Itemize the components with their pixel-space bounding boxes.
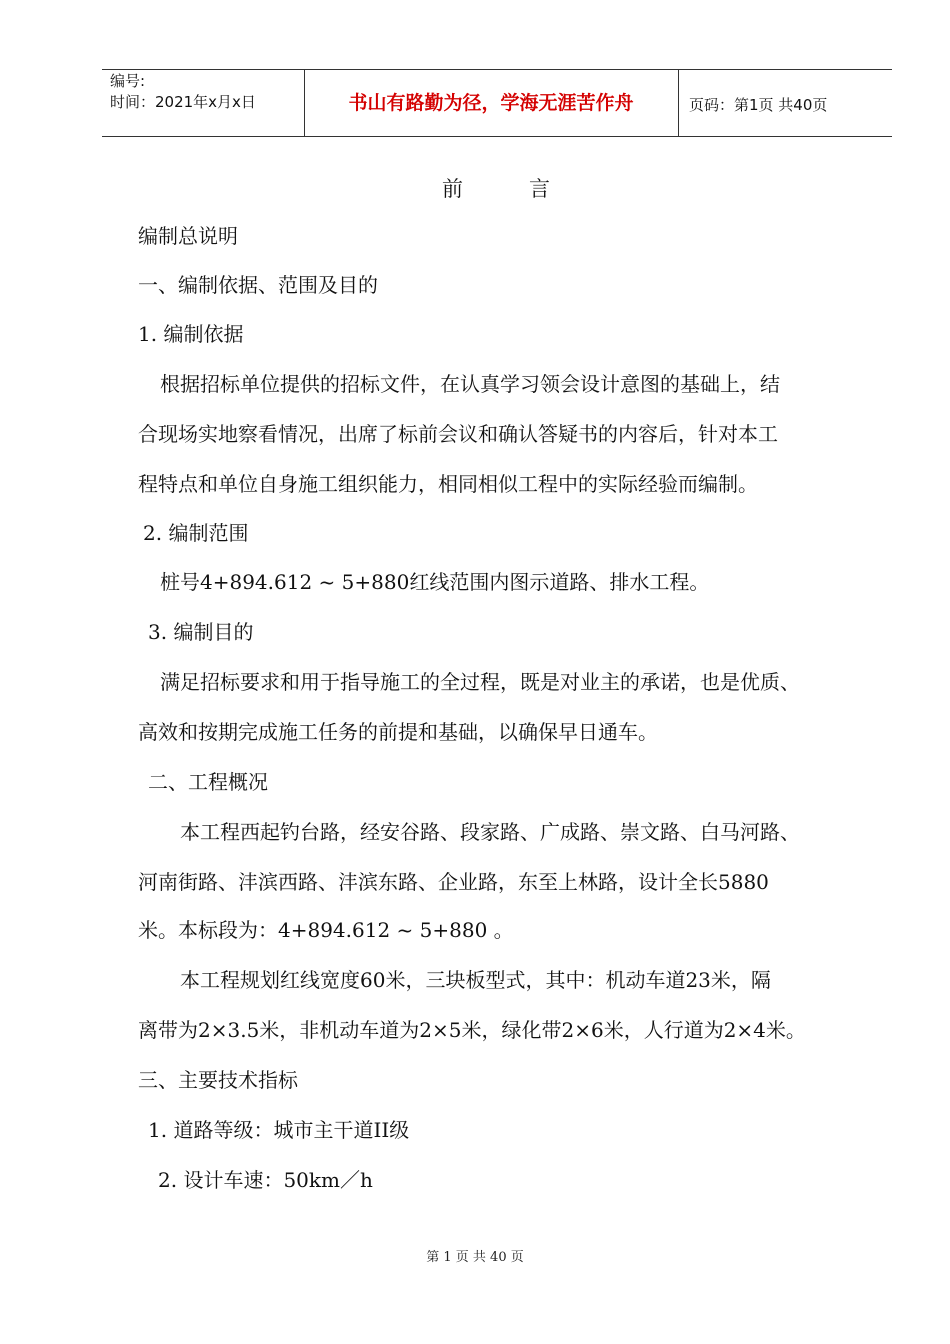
header-time-label: 时间：2021年x月x日 (110, 93, 256, 111)
paragraph-line: 高效和按期完成施工任务的前提和基础，以确保早日通车。 (138, 720, 658, 744)
section-heading: 一、编制依据、范围及目的 (138, 273, 378, 297)
paragraph-line: 离带为2×3.5米，非机动车道为2×5米，绿化带2×6米，人行道为2×4米。 (138, 1018, 806, 1042)
page-title: 前言 (442, 177, 616, 201)
section-heading: 三、主要技术指标 (138, 1068, 298, 1092)
header-top-border (102, 69, 892, 70)
header-bottom-border (102, 136, 892, 137)
paragraph-line: 满足招标要求和用于指导施工的全过程，既是对业主的承诺，也是优质、 (160, 670, 800, 694)
paragraph-line: 合现场实地察看情况，出席了标前会议和确认答疑书的内容后，针对本工 (138, 422, 778, 446)
paragraph-line: 本工程西起钓台路，经安谷路、段家路、广成路、崇文路、白马河路、 (180, 820, 800, 844)
subsection-heading: 2. 编制范围 (143, 521, 249, 545)
page-footer: 第 1 页 共 40 页 (426, 1250, 524, 1265)
paragraph-line: 桩号4+894.612 ~ 5+880红线范围内图示道路、排水工程。 (160, 570, 710, 594)
paragraph-line: 根据招标单位提供的招标文件，在认真学习领会设计意图的基础上，结 (160, 372, 780, 396)
subsection-heading: 2. 设计车速：50km／h (158, 1168, 373, 1192)
subsection-heading: 3. 编制目的 (148, 620, 254, 644)
paragraph-line: 程特点和单位自身施工组织能力，相同相似工程中的实际经验而编制。 (138, 472, 758, 496)
subsection-heading: 1. 编制依据 (138, 322, 244, 346)
header-serial-label: 编号: (110, 72, 146, 90)
subsection-heading: 1. 道路等级：城市主干道II级 (148, 1118, 410, 1142)
paragraph-line: 河南街路、沣滨西路、沣滨东路、企业路，东至上林路，设计全长5880 (138, 870, 769, 894)
header-motto: 书山有路勤为径，学海无涯苦作舟 (348, 92, 634, 114)
paragraph-line: 米。本标段为：4+894.612 ~ 5+880 。 (138, 918, 514, 942)
header-divider-right (678, 69, 679, 136)
header-page-info: 页码：第1页 共40页 (689, 96, 828, 114)
paragraph-line: 本工程规划红线宽度60米，三块板型式，其中：机动车道23米，隔 (180, 968, 771, 992)
section-heading: 编制总说明 (138, 224, 238, 248)
section-heading: 二、工程概况 (148, 770, 268, 794)
